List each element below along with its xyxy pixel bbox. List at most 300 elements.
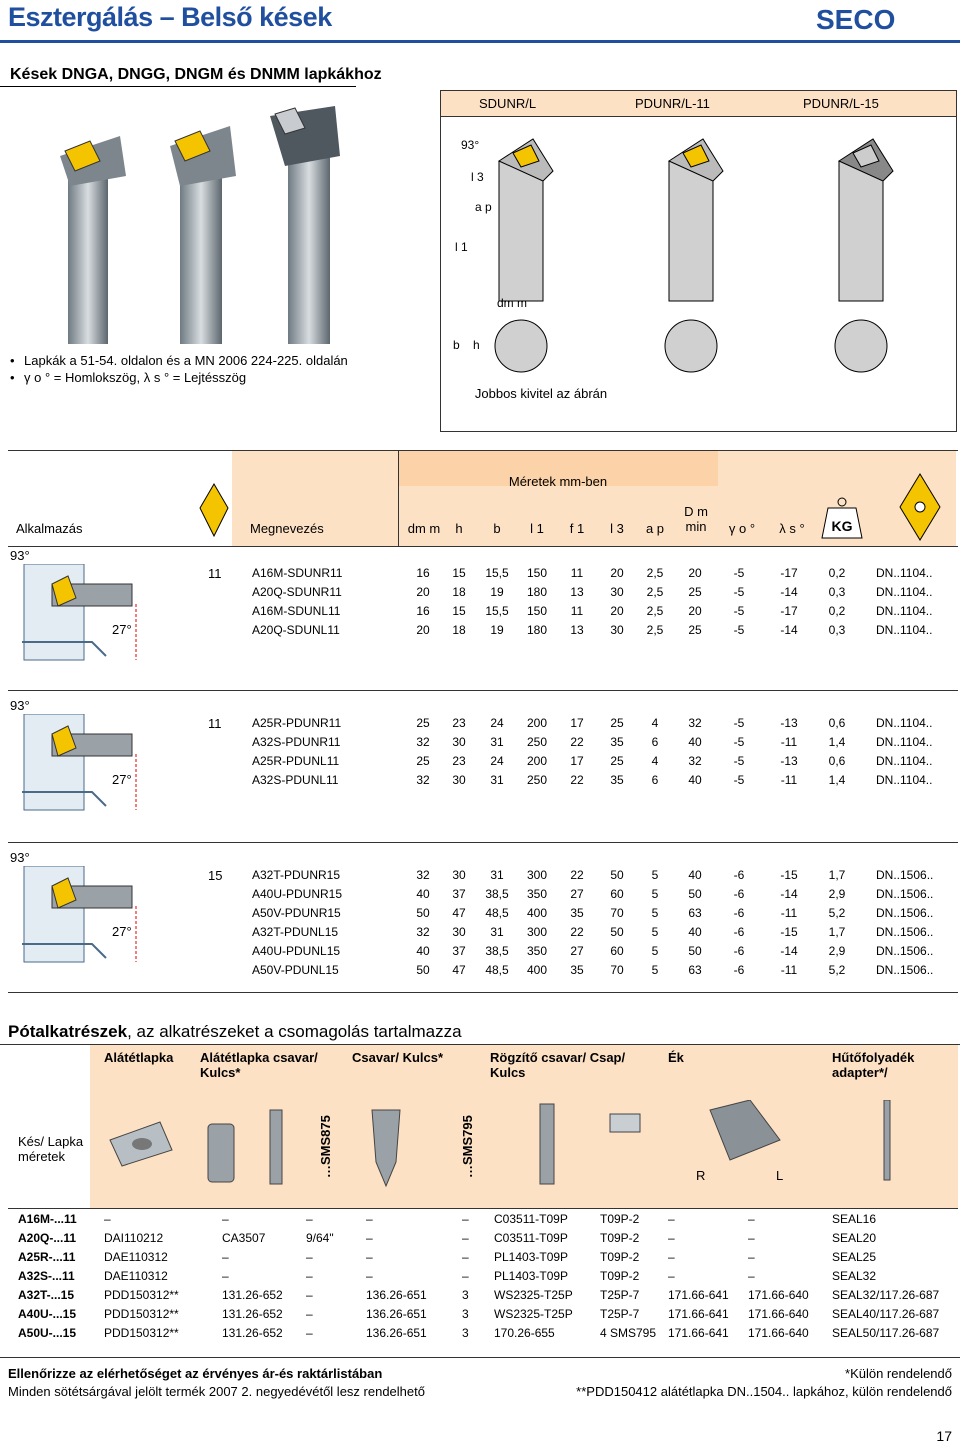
table-cell: 40 [688,925,702,939]
spare-cell: – [306,1307,313,1321]
table-cell: 0,2 [828,604,846,618]
table-cell: 48,5 [485,963,509,977]
angle-93-label: 93° [10,548,30,563]
table-cell: -15 [780,925,798,939]
table-cell: 30 [610,585,624,599]
spare-cell: 171.66-640 [748,1307,809,1321]
table-cell: 5,2 [828,963,846,977]
diagram-header-sdunr: SDUNR/L [479,96,537,111]
table-cell: 18 [452,623,466,637]
spare-cell: SEAL32/117.26-687 [832,1288,940,1302]
col-lambda: λ s ° [779,521,805,536]
table-cell: 24 [490,754,504,768]
col-alatetlapka-csavar: Alátétlapka csavar/ Kulcs* [200,1050,318,1080]
spare-cell: – [306,1269,313,1283]
table-cell: 150 [526,566,548,580]
table-cell: 2,5 [646,604,664,618]
section-heading: Kések DNGA, DNGG, DNGM és DNMM lapkákhoz [10,66,382,83]
col-ap: a p [645,521,665,536]
product-code: A32T-PDUNL15 [252,925,339,939]
table-cell: 400 [526,963,548,977]
table-cell: 50 [416,963,430,977]
page-number: 17 [936,1428,952,1444]
spare-row-label: A16M-...11 [18,1212,77,1226]
spare-cell: SEAL50/117.26-687 [832,1326,940,1340]
table-cell: -14 [780,944,798,958]
table-cell: 20 [416,585,430,599]
col-alatetlapka: Alátétlapka [104,1050,174,1065]
spare-cell: 9/64" [306,1231,334,1245]
table-cell: 350 [526,944,548,958]
table-divider [398,450,399,546]
spare-parts-illustrations-2 [400,1100,920,1192]
group-rule [8,842,958,843]
table-cell: 4 [651,754,659,768]
availability-date-note: Minden sötétsárgával jelölt termék 2007 2. negyedévétől lesz rendelhető [8,1384,425,1399]
spare-cell: SEAL16 [832,1212,877,1226]
spare-cell: PDD150312** [104,1307,179,1321]
table-cell: -5 [733,604,745,618]
table-cell: 150 [526,604,548,618]
product-code: A32S-PDUNR11 [252,735,341,749]
svg-text:l 1: l 1 [455,240,468,254]
spare-cell: SEAL32 [832,1269,877,1283]
spare-cell: 136.26-651 [366,1307,427,1321]
insert-code: DN..1104.. [876,773,933,787]
table-cell: -11 [780,735,798,749]
table-cell: 40 [688,868,702,882]
dimensions-title: Méretek mm-ben [508,474,608,489]
spare-cell: CA3507 [222,1231,266,1245]
product-code: A20Q-SDUNL11 [252,623,340,637]
table-cell: 60 [610,944,624,958]
col-dm-min: D m min [684,504,708,534]
diagram-caption: Jobbos kivitel az ábrán [474,386,608,401]
spare-cell: PDD150312** [104,1288,179,1302]
col-rogzito: Rögzítő csavar/ Csap/ Kulcs [490,1050,626,1080]
svg-text:…SMS795: …SMS795 [460,1115,475,1178]
table-cell: 18 [452,585,466,599]
spare-cell: 170.26-655 [494,1326,555,1340]
col-gamma: γ o ° [728,521,756,536]
boring-bar-photo [30,96,350,344]
spare-parts-title-bold: Pótalkatrészek [8,1022,128,1041]
table-cell: 5 [651,925,659,939]
table-cell: 2,9 [828,944,846,958]
table-cell: 30 [452,735,466,749]
table-cell: 1,4 [828,735,846,749]
group-rule [8,992,958,993]
diagram-header [441,91,956,117]
angle-27-label: 27° [112,622,132,637]
table-cell: 35 [570,906,584,920]
table-cell: 37 [452,887,466,901]
svg-text:…SMS875: …SMS875 [318,1115,333,1178]
insert-code: DN..1104.. [876,735,933,749]
spare-cell: PL1403-T09P [494,1269,569,1283]
table-cell: -13 [780,754,798,768]
table-cell: 47 [452,963,466,977]
insert-code: DN..1506.. [876,887,934,901]
table-cell: -5 [733,773,745,787]
table-cell: 63 [688,906,702,920]
insert-code: DN..1506.. [876,944,934,958]
table-cell: 2,5 [646,566,664,580]
table-cell: 5 [651,868,659,882]
spare-cell: – [748,1231,755,1245]
table-cell: 5 [651,963,659,977]
table-cell: -6 [733,906,745,920]
table-cell: 6 [651,773,659,787]
spare-cell: T09P-2 [600,1250,640,1264]
table-cell: 15,5 [485,566,509,580]
page-header [0,0,960,40]
table-cell: 35 [570,963,584,977]
spare-cell: – [366,1212,373,1226]
table-cell: 40 [688,735,702,749]
col-l1: l 1 [530,521,544,536]
table-cell: 32 [416,925,430,939]
table-header-rule [8,546,958,547]
insert-code: DN..1104.. [876,585,933,599]
spare-cell: – [462,1231,469,1245]
table-cell: 200 [526,754,548,768]
table-cell: -6 [733,963,745,977]
table-cell: 1,4 [828,773,846,787]
table-cell: 20 [416,623,430,637]
spare-cell: 131.26-652 [222,1307,283,1321]
notes [10,352,348,386]
svg-text:SECO: SECO [816,4,896,34]
table-cell: 20 [610,604,624,618]
table-cell: -5 [733,735,745,749]
table-cell: 2,5 [646,585,664,599]
spare-cell: SEAL25 [832,1250,877,1264]
table-cell: 30 [452,925,466,939]
spare-cell: PL1403-T09P [494,1250,569,1264]
table-cell: -5 [733,716,745,730]
table-cell: 31 [490,868,504,882]
table-cell: 19 [490,623,504,637]
insert-code: DN..1104.. [876,604,933,618]
table-cell: -6 [733,925,745,939]
spare-cell: – [222,1212,229,1226]
insert-size: 11 [208,566,222,581]
spare-parts-title-rest: , az alkatrészeket a csomagolás tartalmazza [127,1022,462,1041]
angle-93-label: 93° [10,698,30,713]
angle-27-label: 27° [112,924,132,939]
table-cell: 22 [570,735,584,749]
table-cell: 48,5 [485,906,509,920]
table-cell: 35 [610,773,624,787]
insert-shape-icon [196,480,232,540]
table-cell: 22 [570,925,584,939]
col-ek: Ék [668,1050,684,1065]
table-cell: 30 [452,773,466,787]
table-cell: 350 [526,887,548,901]
table-cell: 0,3 [828,585,846,599]
product-code: A20Q-SDUNR11 [252,585,342,599]
table-cell: 31 [490,925,504,939]
spare-cell: T25P-7 [600,1307,640,1321]
table-cell: -17 [780,604,798,618]
spare-cell: – [306,1288,313,1302]
svg-text:b: b [453,338,460,352]
spare-cell: WS2325-T25P [494,1307,573,1321]
col-kg: KG [831,518,853,534]
spare-cell: – [748,1250,755,1264]
table-cell: 40 [688,773,702,787]
table-cell: 0,6 [828,716,846,730]
spare-cell: – [748,1269,755,1283]
table-cell: 22 [570,773,584,787]
table-cell: 22 [570,868,584,882]
table-cell: 47 [452,906,466,920]
product-code: A16M-SDUNR11 [252,566,343,580]
table-cell: 11 [570,566,584,580]
table-cell: 180 [526,585,548,599]
spare-cell: DAE110312 [104,1250,168,1264]
table-cell: 11 [570,604,584,618]
table-cell: 15,5 [485,604,509,618]
table-cell: 6 [651,735,659,749]
page-title: Esztergálás – Belső kések [8,2,332,32]
spare-cell: T09P-2 [600,1231,640,1245]
table-cell: 0,6 [828,754,846,768]
table-cell: -6 [733,887,745,901]
spare-cell: DAE110312 [104,1269,168,1283]
svg-text:dm m: dm m [497,296,527,310]
spare-row-label: A32T-...15 [18,1288,75,1302]
table-cell: 5 [651,887,659,901]
spare-cell: DAI110212 [104,1231,164,1245]
table-cell: 15 [452,566,466,580]
table-cell: 300 [526,868,548,882]
spare-cell: 171.66-641 [668,1326,729,1340]
spare-cell: – [668,1212,675,1226]
spare-cell: – [668,1250,675,1264]
angle-27-label: 27° [112,772,132,787]
table-cell: 50 [688,887,702,901]
table-cell: -17 [780,566,798,580]
spare-cell: 131.26-652 [222,1288,283,1302]
note-item: • Lapkák a 51-54. oldalon és a MN 2006 224-225. oldalán [10,352,348,369]
spare-cell: 131.26-652 [222,1326,283,1340]
insert-code: DN..1104.. [876,754,933,768]
table-cell: 300 [526,925,548,939]
table-cell: 1,7 [828,868,846,882]
spare-cell: 136.26-651 [366,1326,427,1340]
spare-cell: – [748,1212,755,1226]
col-alkalmazas: Alkalmazás [16,521,83,536]
table-cell: 20 [688,566,702,580]
table-cell: 25 [688,623,702,637]
table-cell: 70 [610,963,624,977]
col-f1: f 1 [569,521,585,536]
spare-row-label: A32S-...11 [18,1269,75,1283]
section-rule [0,86,356,87]
table-cell: 50 [610,868,624,882]
table-cell: -11 [780,963,798,977]
dimension-drawings [441,121,956,391]
table-cell: 17 [570,754,584,768]
product-code: A32T-PDUNR15 [252,868,341,882]
table-cell: 30 [610,623,624,637]
table-cell: 30 [452,868,466,882]
table-cell: -14 [780,585,798,599]
table-cell: -14 [780,623,798,637]
table-cell: 19 [490,585,504,599]
spare-cell: – [668,1231,675,1245]
availability-note: Ellenőrizze az elérhetőséget az érvényes ár-és raktárlistában [8,1366,383,1381]
table-cell: 50 [688,944,702,958]
spare-cell: WS2325-T25P [494,1288,573,1302]
spare-cell: 171.66-640 [748,1326,809,1340]
spare-cell: C03511-T09P [494,1231,568,1245]
table-cell: 250 [526,773,548,787]
insert-code: DN..1104.. [876,716,933,730]
spare-cell: – [462,1250,469,1264]
table-cell: 200 [526,716,548,730]
table-cell: 0,3 [828,623,846,637]
col-csavar: Csavar/ Kulcs* [352,1050,444,1065]
insert-code: DN..1506.. [876,868,934,882]
table-cell: 25 [416,716,430,730]
table-cell: 16 [416,566,430,580]
spare-cell: – [366,1231,373,1245]
application-illustration [12,564,162,664]
table-cell: -11 [780,773,798,787]
table-top-rule [8,450,958,451]
product-code: A32S-PDUNL11 [252,773,339,787]
dn-insert-icon [896,470,944,544]
spare-cell: C03511-T09P [494,1212,568,1226]
spare-row-label: A50U-...15 [18,1326,77,1340]
col-adapter: Hűtőfolyadék adapter*/ [832,1050,915,1080]
table-cell: 50 [416,906,430,920]
group-rule [8,690,958,691]
spare-cell: – [104,1212,111,1226]
table-cell: 23 [452,754,466,768]
insert-size: 15 [208,868,223,883]
table-cell: 5 [651,944,659,958]
table-cell: 38,5 [485,887,509,901]
table-cell: 2,9 [828,887,846,901]
table-cell: 32 [416,773,430,787]
spare-cell: 3 [462,1326,469,1340]
table-cell: 63 [688,963,702,977]
product-code: A25R-PDUNL11 [252,754,340,768]
spare-cell: 171.66-641 [668,1288,729,1302]
application-illustration [12,714,162,814]
table-cell: 15 [452,604,466,618]
table-cell: 20 [610,566,624,580]
table-cell: 25 [610,716,624,730]
table-cell: 25 [688,585,702,599]
seco-logo [812,4,948,34]
table-cell: 32 [416,868,430,882]
insert-code: DN..1506.. [876,963,934,977]
spare-cell: – [222,1250,229,1264]
table-cell: 24 [490,716,504,730]
footer-rule [0,1357,960,1358]
table-cell: 250 [526,735,548,749]
table-cell: 40 [416,944,430,958]
table-cell: 4 [651,716,659,730]
spare-cell: 3 [462,1307,469,1321]
product-code: A50V-PDUNL15 [252,963,339,977]
spare-cell: PDD150312** [104,1326,179,1340]
insert-code: DN..1506.. [876,906,934,920]
table-cell: 20 [688,604,702,618]
table-cell: 1,7 [828,925,846,939]
table-cell: 38,5 [485,944,509,958]
table-cell: 5 [651,906,659,920]
spare-cell: – [306,1250,313,1264]
diagram-header-pdunr11: PDUNR/L-11 [635,96,710,111]
ek-l-label: L [776,1168,784,1183]
table-cell: 25 [416,754,430,768]
table-cell: -5 [733,623,745,637]
spare-row-label: A20Q-...11 [18,1231,77,1245]
spare-cell: SEAL40/117.26-687 [832,1307,940,1321]
table-cell: -15 [780,868,798,882]
table-cell: 31 [490,773,504,787]
table-cell: 27 [570,944,584,958]
table-cell: 25 [610,754,624,768]
spare-cell: 171.66-640 [748,1288,809,1302]
col-l3: l 3 [610,521,624,536]
separate-order-note: *Külön rendelendő [845,1366,952,1381]
table-cell: 13 [570,585,584,599]
table-cell: 180 [526,623,548,637]
table-cell: 60 [610,887,624,901]
application-illustration [12,866,162,966]
table-cell: 13 [570,623,584,637]
insert-size: 11 [208,716,222,731]
dimension-diagram [440,90,957,432]
svg-text:l 3: l 3 [471,170,484,184]
table-cell: 31 [490,735,504,749]
table-cell: 50 [610,925,624,939]
spare-cell: 136.26-651 [366,1288,427,1302]
note-item: • γ o ° = Homlokszög, λ s ° = Lejtésszög [10,369,348,386]
product-code: A50V-PDUNR15 [252,906,341,920]
table-cell: 2,5 [646,623,664,637]
title-rule [0,40,960,43]
table-cell: 32 [416,735,430,749]
table-cell: 16 [416,604,430,618]
table-cell: -11 [780,906,798,920]
ek-r-label: R [696,1168,706,1183]
table-cell: 37 [452,944,466,958]
angle-93-label: 93° [10,850,30,865]
spare-cell: T09P-2 [600,1269,640,1283]
spare-cell: 4 SMS795 [600,1326,657,1340]
table-cell: 40 [416,887,430,901]
table-cell: 5,2 [828,906,846,920]
spare-parts-title [8,1022,462,1042]
table-cell: -5 [733,585,745,599]
svg-text:a p: a p [475,200,492,214]
product-code: A40U-PDUNR15 [252,887,343,901]
table-cell: 400 [526,906,548,920]
diagram-header-pdunr15: PDUNR/L-15 [803,96,879,111]
spare-cell: – [366,1250,373,1264]
table-cell: -5 [733,754,745,768]
insert-code: DN..1104.. [876,566,933,580]
table-cell: -6 [733,868,745,882]
